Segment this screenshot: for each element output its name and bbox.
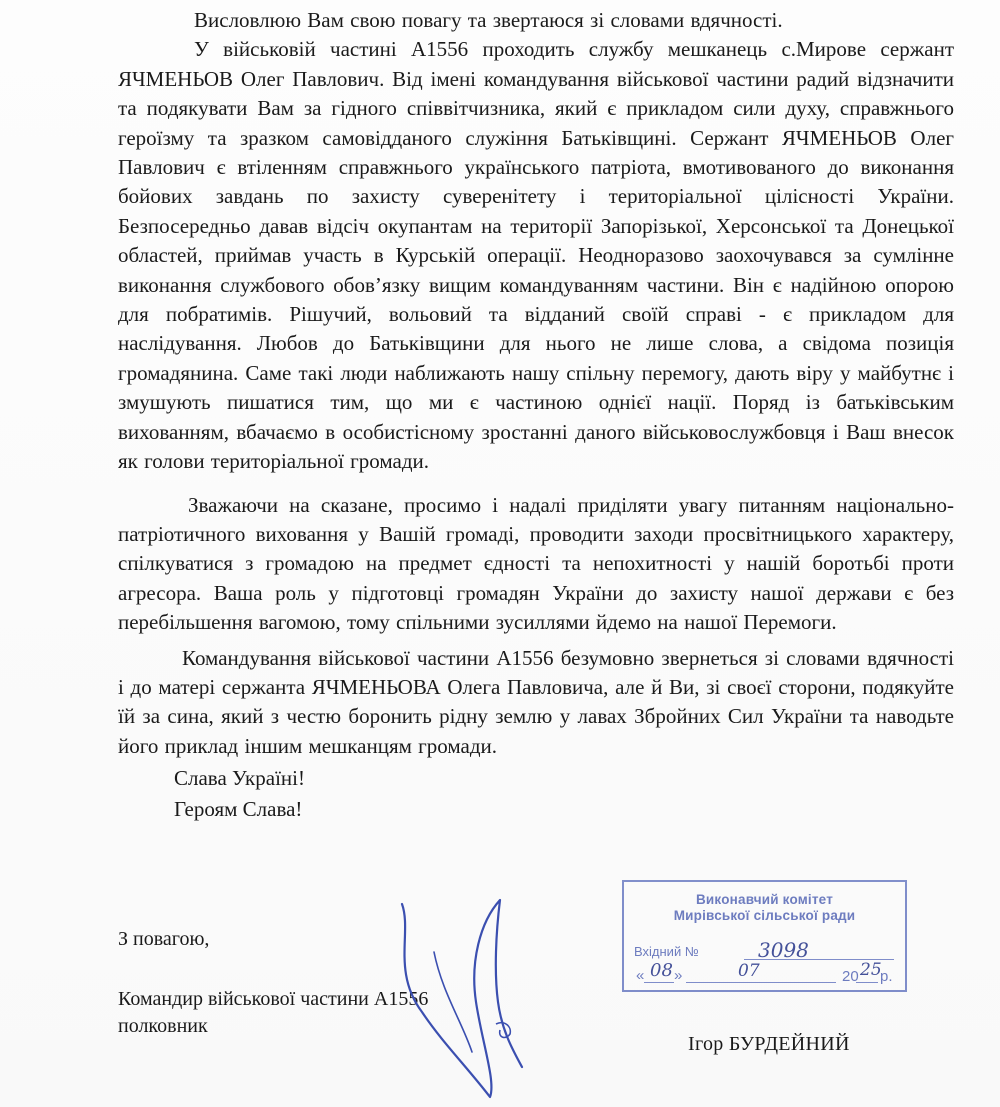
stamp-date-month: 07 <box>738 961 760 981</box>
paragraph-gratitude-mother: Командування військової частини А1556 безумовно звернеться зі словами вдячності і до матері сержанта ЯЧМЕНЬОВА Олега Павловича, але й Ви, зі своєї сторони, подякуйте їй за сина, який з честю боронить рідну землю у лавах Збройних Сил України та наводьте його приклад іншим мешканцям громади. <box>118 645 954 758</box>
stamp-year-unit: р. <box>880 968 893 985</box>
stamp-date-day: 08 <box>650 960 673 981</box>
paragraph-soldier-service: У військовій частині А1556 проходить службу мешканець с.Мирове сержант ЯЧМЕНЬОВ Олег Павлович. Від імені командування військової частини радий відзначити та подякувати Вам за гідного співвітчизника, який є прикладом сили духу, справжнього героїзму та зразком самовідданого служіння Батьківщині. Сержант ЯЧМЕНЬОВ Олег Павлович є втіленням справжнього українського патріота, вмотивованого до виконання бойових завдань по захисту суверенітету і територіальної цілісності України. Безпосередньо давав відсіч окупантам на території Запорізької, Херсонської та Донецької областей, приймав участь в Курській операції. Неодноразово заохочувався за сумлінне виконання службового обов’язку вищим командуванням частини. Він є надійною опорою для побратимів. Рішучий, вольовий та відданий своїй справі - є прикладом для наслідування. Любов до Батьківщини для нього не лише слова, а свідома позиція громадянина. Саме такі люди наближають нашу спільну перемогу, дають віру у майбутнє і змушують пишатися тим, що ми є частиною однієї нації. Поряд із батьківським вихованням, вбачаємо в особистісному зростанні даного військовослужбовця і Ваш внесок як голови територіальної громади. <box>118 37 954 474</box>
paragraph-request: Зважаючи на сказане, просимо і надалі приділяти увагу питанням національно-патріотичного виховання у Вашій громаді, проводити заходи просвітницького характеру, спілкуватися з громадою на предмет єдності та непохитності у нашій боротьбі проти агресора. Ваша роль у підготовці громадян України до захисту нашої держави є без перебільшення вагомою, тому спільними зусиллями йдемо на нашої Перемоги. <box>118 492 954 635</box>
handwritten-signature <box>372 892 542 1107</box>
regards-line: З повагою, <box>118 928 210 950</box>
stamp-organization <box>624 892 905 924</box>
slogan-glory-heroes: Героям Слава! <box>174 797 303 822</box>
stamp-org-line-1: Виконавчий комітет <box>695 892 834 907</box>
stamp-quote-open: « <box>636 967 645 984</box>
stamp-incoming-label: Вхідний № <box>634 944 699 959</box>
registration-stamp <box>622 880 907 992</box>
stamp-org-line-2: Мирівської сільської ради <box>673 908 856 923</box>
paragraph-greeting: Висловлюю Вам свою повагу та звертаюся зі словами вдячності. <box>194 8 783 32</box>
position-line-rank: полковник <box>118 1015 208 1037</box>
closing-slogans <box>174 763 954 825</box>
stamp-year-suffix: 25 <box>860 960 882 980</box>
stamp-incoming-number: 3098 <box>758 938 809 962</box>
stamp-quote-close: » <box>674 967 683 984</box>
position-line-commander: Командир військової частини А1556 <box>118 988 429 1010</box>
stamp-year-prefix: 20 <box>842 968 859 985</box>
stamp-year-underline <box>856 982 878 983</box>
slogan-glory-ukraine: Слава Україні! <box>174 766 305 791</box>
letter-body <box>118 6 954 825</box>
signer-name: Ігор БУРДЕЙНИЙ <box>688 1033 850 1055</box>
stamp-month-underline <box>686 982 836 983</box>
stamp-day-underline <box>644 982 674 983</box>
